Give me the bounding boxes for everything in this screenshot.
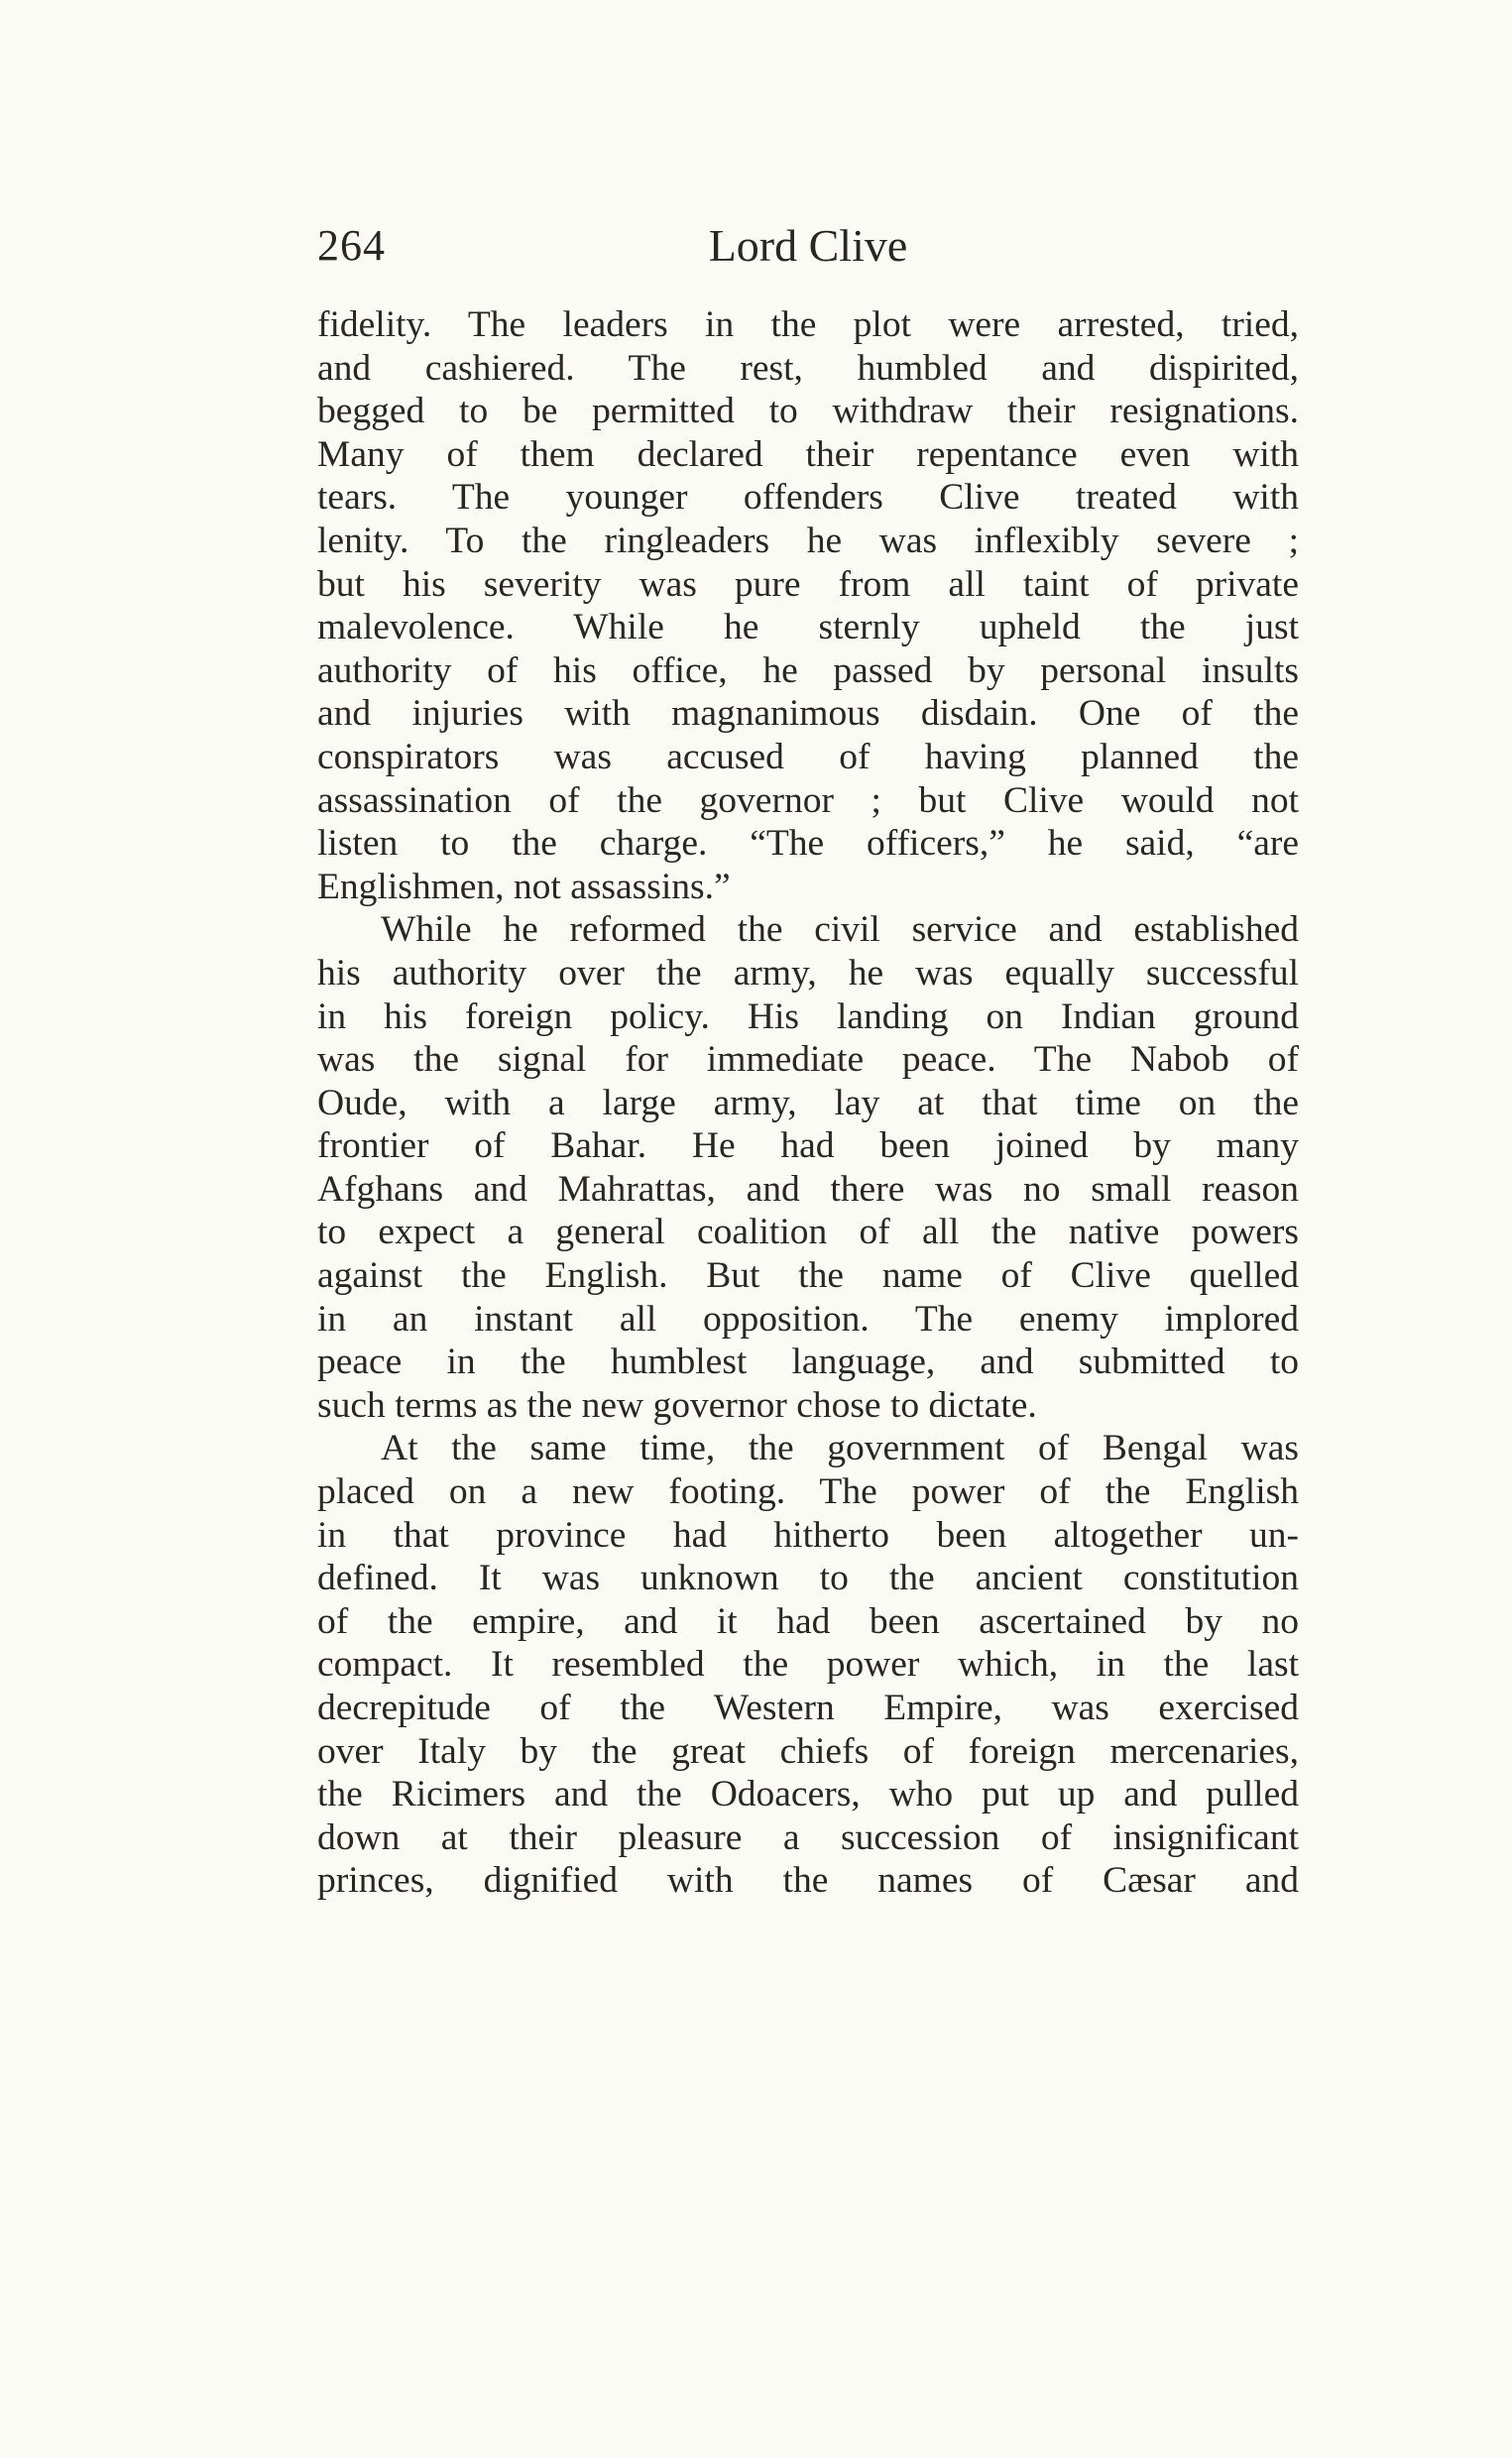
- body-text: [317, 303, 1299, 1903]
- text-line: and cashiered. The rest, humbled and dispirited,: [317, 347, 1299, 389]
- page-header: [317, 216, 1299, 276]
- text-line: peace in the humblest language, and submitted to: [317, 1342, 1299, 1383]
- text-line: Many of them declared their repentance even with: [317, 433, 1299, 475]
- text-line: Englishmen, not assassins.”: [317, 866, 731, 907]
- text-line: conspirators was accused of having planned the: [317, 736, 1299, 777]
- text-line: his authority over the army, he was equally successful: [317, 952, 1299, 994]
- page-number: 264: [317, 221, 386, 270]
- text-line: fidelity. The leaders in the plot were arrested, tried,: [317, 304, 1299, 345]
- text-line: and injuries with magnanimous disdain. One of the: [317, 693, 1299, 735]
- text-line: Oude, with a large army, lay at that time on the: [317, 1082, 1299, 1123]
- text-line: defined. It was unknown to the ancient constitution: [317, 1558, 1299, 1599]
- text-line: assassination of the governor ; but Clive would not: [317, 779, 1299, 821]
- text-line: in an instant all opposition. The enemy implored: [317, 1298, 1299, 1340]
- text-line: against the English. But the name of Clive quelled: [317, 1255, 1299, 1297]
- text-line: down at their pleasure a succession of insignificant: [317, 1816, 1299, 1858]
- text-line: listen to the charge. “The officers,” he said, “are: [317, 823, 1299, 865]
- text-line: was the signal for immediate peace. The Nabob of: [317, 1039, 1299, 1081]
- text-line: authority of his office, he passed by personal insults: [317, 649, 1299, 691]
- text-line: While he reformed the civil service and established: [381, 909, 1299, 951]
- text-line: to expect a general coalition of all the native powers: [317, 1212, 1299, 1253]
- text-line: the Ricimers and the Odoacers, who put up and pulled: [317, 1774, 1299, 1815]
- text-line: such terms as the new governor chose to dictate.: [317, 1384, 1037, 1426]
- text-line: compact. It resembled the power which, in the last: [317, 1644, 1299, 1686]
- text-line: frontier of Bahar. He had been joined by many: [317, 1125, 1299, 1167]
- text-line: malevolence. While he sternly upheld the just: [317, 607, 1299, 648]
- text-line: but his severity was pure from all taint of private: [317, 563, 1299, 605]
- text-line: princes, dignified with the names of Cæsar and: [317, 1860, 1299, 1902]
- text-line: At the same time, the government of Bengal was: [381, 1428, 1299, 1469]
- text-line: decrepitude of the Western Empire, was exercised: [317, 1688, 1299, 1728]
- text-line: in his foreign policy. His landing on Indian ground: [317, 995, 1299, 1037]
- text-line: lenity. To the ringleaders he was inflexibly severe ;: [317, 520, 1299, 561]
- text-line: of the empire, and it had been ascertained by no: [317, 1600, 1299, 1642]
- text-line: Afghans and Mahrattas, and there was no small reason: [317, 1168, 1299, 1210]
- text-line: placed on a new footing. The power of the English: [317, 1471, 1299, 1513]
- text-line: begged to be permitted to withdraw their resignations.: [317, 391, 1299, 432]
- running-head: Lord Clive: [708, 220, 908, 271]
- text-line: tears. The younger offenders Clive treated with: [317, 477, 1299, 519]
- text-line: in that province had hitherto been altogether un-: [317, 1514, 1299, 1556]
- text-line: over Italy by the great chiefs of foreign mercenaries,: [317, 1730, 1299, 1772]
